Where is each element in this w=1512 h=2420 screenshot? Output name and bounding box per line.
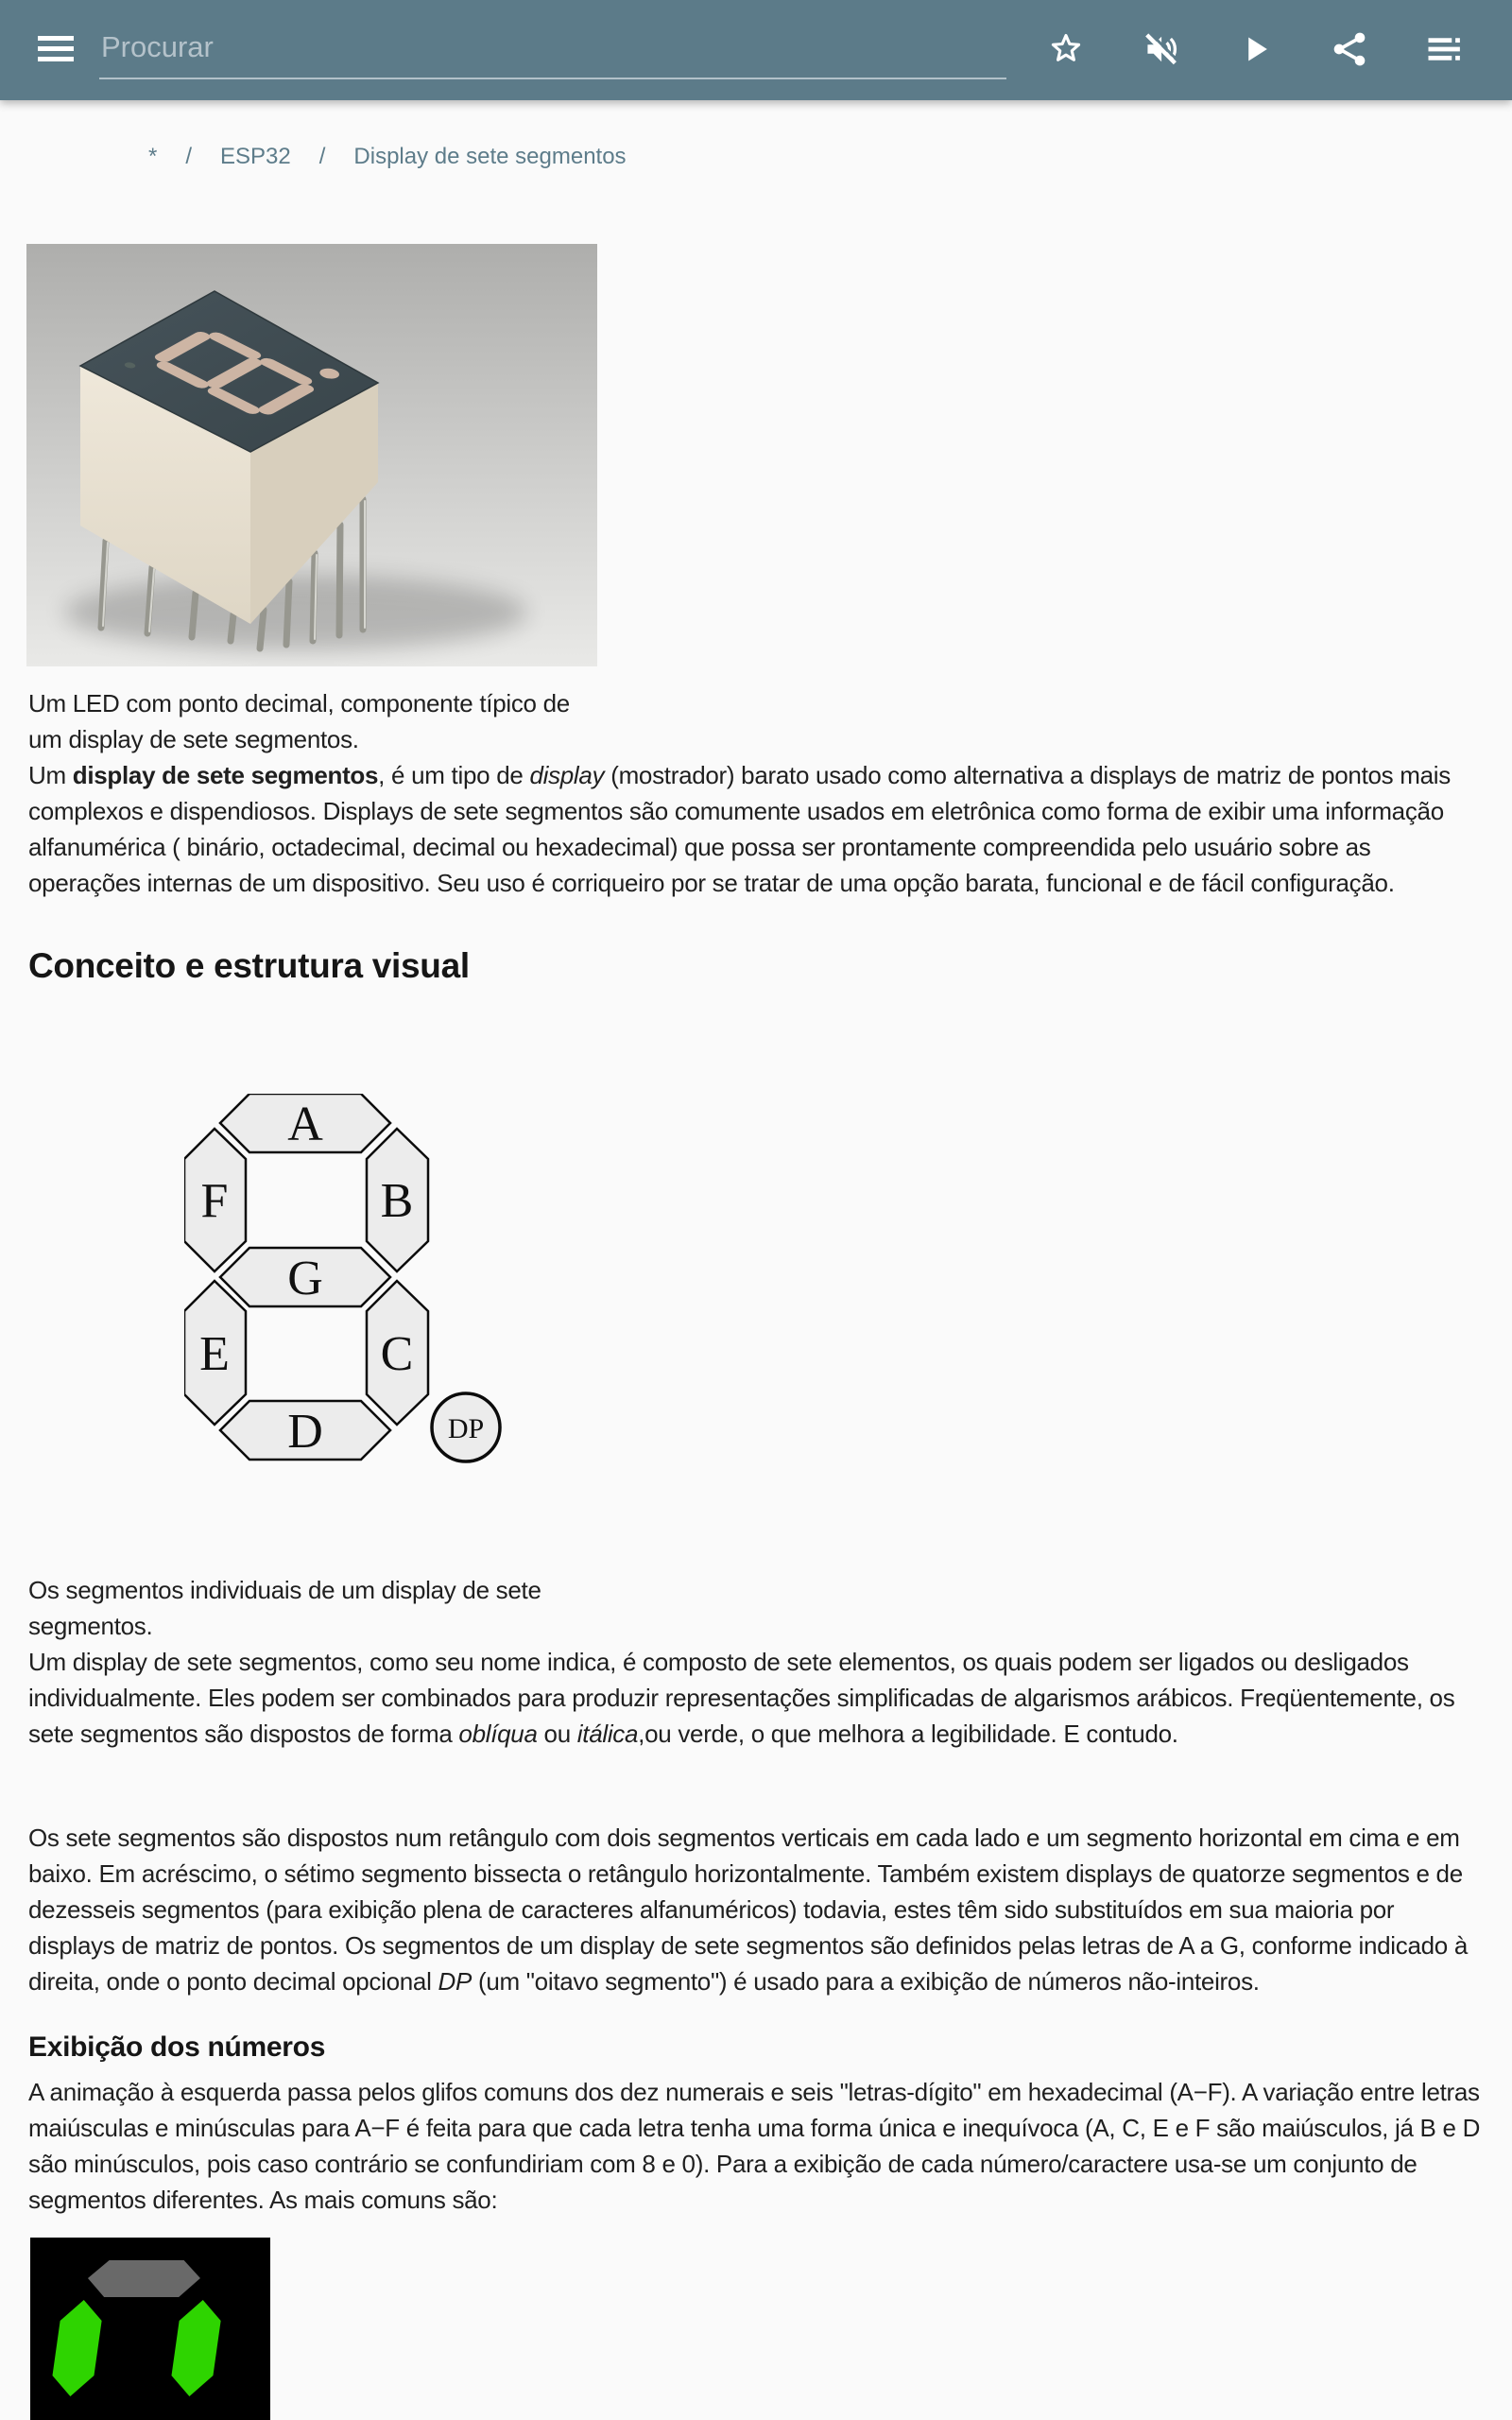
structure-paragraph: Um display de sete segmentos, como seu nome indica, é composto de sete elementos, os quais podem ser ligados ou desligados individualmente. Eles podem ser combinados para produzir representações simplificadas de algarismos arábicos. Freqüentemente, os sete segmentos são dispostos de forma oblíqua ou itálica,ou verde, o que melhora a legibilidade. E contudo. — [28, 1648, 1455, 1748]
diagram-caption — [28, 1572, 1484, 1644]
menu-button[interactable] — [35, 29, 77, 71]
segment-label-e: E — [199, 1327, 230, 1381]
intro-paragraph: Um display de sete segmentos, é um tipo de display (mostrador) barato usado como alternativa a displays de matriz de pontos mais complexos e dispendiosos. Displays de sete segmentos são comumente usados em eletrônica como forma de exibir uma informação alfanumérica ( binário, octadecimal, decimal ou hexadecimal) que possa ser prontamente compreendida pelo usuário sobre as operações internas de um dispositivo. Seu uso é corriqueiro por se tratar de uma opção barata, funcional e de fácil configuração. — [28, 761, 1451, 897]
favorite-button[interactable] — [1045, 29, 1087, 71]
volume-off-icon — [1140, 28, 1181, 73]
segment-label-b: B — [380, 1174, 414, 1228]
menu-icon — [38, 36, 74, 64]
layout-paragraph: Os sete segmentos são dispostos num retângulo com dois segmentos verticais em cada lado e um segmento horizontal em cima e em baixo. Em acréscimo, o sétimo segmento bissecta o retângulo horizontalmente. Também existem displays de quatorze segmentos e de dezesseis segmentos (para exibição plena de caracteres alfanuméricos) todavia, estes têm sido substituídos em sua maioria por displays de matriz de pontos. Os segmentos de um display de sete segmentos são definidos pelas letras de A a G, conforme indicado à direita, onde o ponto decimal opcional DP (um "oitavo segmento") é usado para a exibição de números não-inteiros. — [28, 1824, 1469, 1996]
photo-caption — [28, 685, 1484, 757]
segment-label-g: G — [287, 1252, 323, 1305]
segment-label-c: C — [380, 1327, 414, 1381]
segment-label-d: D — [287, 1405, 323, 1459]
app-bar — [0, 0, 1512, 100]
play-icon — [1234, 28, 1276, 73]
share-button[interactable] — [1329, 29, 1370, 71]
segment-animation[interactable] — [30, 2238, 270, 2420]
segment-label-a: A — [287, 1098, 323, 1151]
diagram-caption-line2: segmentos. — [28, 1612, 153, 1640]
numbers-paragraph: A animação à esquerda passa pelos glifos comuns dos dez numerais e seis "letras-dígito" em hexadecimal (A−F). A variação entre letras maiúsculas e minúsculas para A−F é feita para que cada letra tenha uma forma única e inequívoca (A, C, E e F são maiúsculos, já B e D são minúsculos, pois caso contrário se confundiriam com 8 e 0). Para a exibição de cada número/caractere usa-se um conjunto de segmentos diferentes. As mais comuns são: — [28, 2078, 1481, 2214]
breadcrumb-separator: / — [185, 144, 193, 169]
photo-caption-line2: um display de sete segmentos. — [28, 725, 359, 753]
segment-label-f: F — [200, 1174, 229, 1228]
star-outline-icon — [1045, 28, 1087, 73]
search-input[interactable] — [99, 25, 1006, 79]
photo-caption-line1: Um LED com ponto decimal, componente típico de — [28, 689, 570, 717]
segment-diagram[interactable] — [184, 1094, 510, 1472]
section-title-concept: Conceito e estrutura visual — [28, 946, 470, 985]
contents-button[interactable] — [1423, 29, 1465, 71]
play-button[interactable] — [1234, 29, 1276, 71]
seven-segment-photo[interactable] — [26, 244, 597, 666]
search-field — [99, 25, 1006, 79]
appbar-actions — [1045, 29, 1465, 71]
diagram-caption-line1: Os segmentos individuais de um display de sete — [28, 1576, 541, 1604]
segment-label-dp: DP — [447, 1413, 485, 1444]
breadcrumb — [148, 146, 1512, 168]
breadcrumb-separator: / — [318, 144, 326, 169]
breadcrumb-current: Display de sete segmentos — [353, 144, 627, 169]
mute-button[interactable] — [1140, 29, 1181, 71]
section-title-numbers: Exibição dos números — [28, 2031, 326, 2063]
share-icon — [1329, 28, 1370, 73]
breadcrumb-parent-link[interactable]: ESP32 — [220, 144, 291, 169]
breadcrumb-home-link[interactable]: * — [148, 144, 158, 169]
toc-icon — [1423, 28, 1465, 73]
